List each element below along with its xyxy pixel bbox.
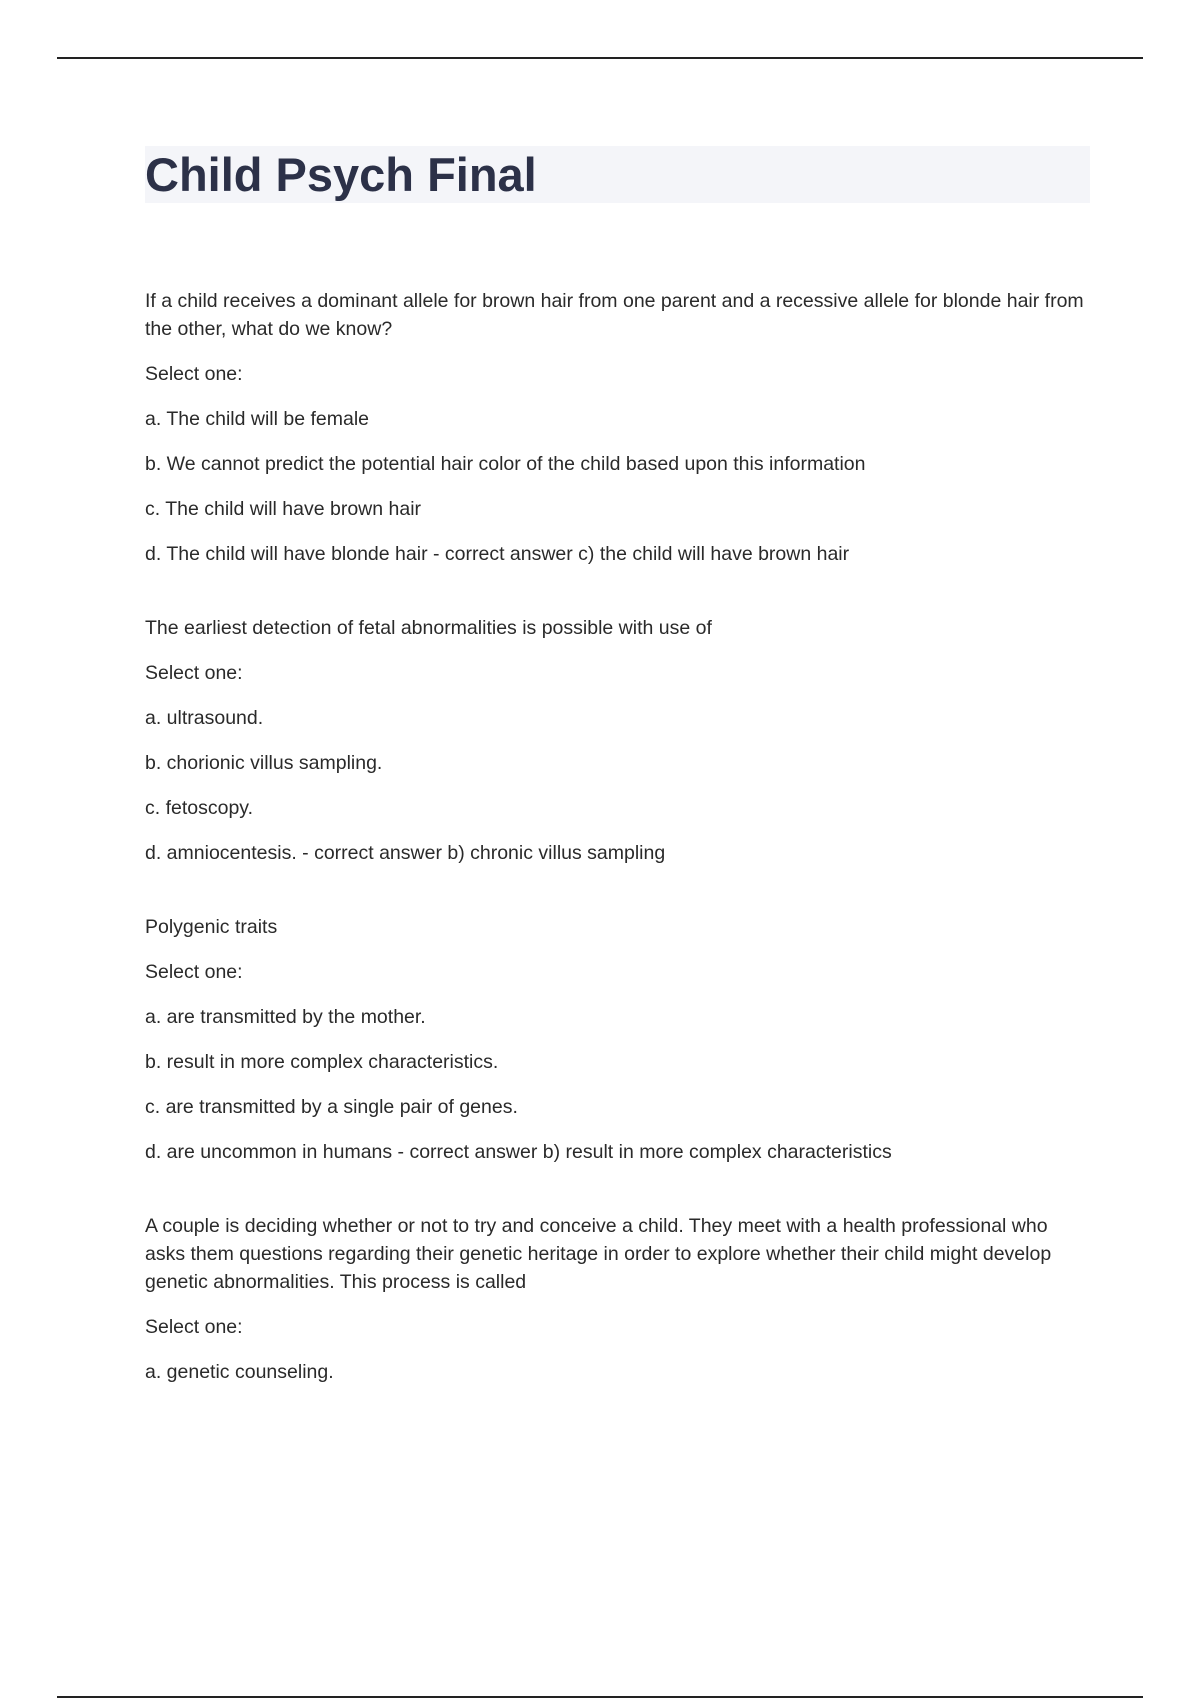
answer-option: b. We cannot predict the potential hair color of the child based upon this information [145, 453, 866, 475]
question-4 [145, 1212, 1090, 1386]
answer-option: a. are transmitted by the mother. [145, 1006, 426, 1028]
question-stem: The earliest detection of fetal abnormalities is possible with use of [145, 617, 712, 639]
answer-option: a. The child will be female [145, 408, 370, 430]
top-rule [57, 57, 1143, 59]
answer-option: a. ultrasound. [145, 707, 264, 729]
question-stem: If a child receives a dominant allele for brown hair from one parent and a recessive allele for blonde hair from the other, what do we know? [145, 290, 1084, 340]
question-2 [145, 614, 1090, 867]
answer-option: c. are transmitted by a single pair of genes. [145, 1096, 518, 1118]
answer-option: b. result in more complex characteristics. [145, 1051, 499, 1073]
select-one-label: Select one: [145, 961, 243, 983]
answer-option: d. are uncommon in humans - correct answer b) result in more complex characteristics [145, 1141, 892, 1163]
answer-option: d. The child will have blonde hair - correct answer c) the child will have brown hair [145, 543, 850, 565]
answer-option: c. The child will have brown hair [145, 498, 422, 520]
question-3 [145, 913, 1090, 1166]
question-stem: A couple is deciding whether or not to try and conceive a child. They meet with a health professional who asks them questions regarding their genetic heritage in order to explore whether their child might develop genetic abnormalities. This process is called [145, 1215, 1052, 1293]
select-one-label: Select one: [145, 363, 243, 385]
answer-option: a. genetic counseling. [145, 1361, 334, 1383]
question-1 [145, 287, 1090, 568]
document-body [145, 146, 1090, 1432]
answer-option: b. chorionic villus sampling. [145, 752, 383, 774]
question-stem: Polygenic traits [145, 916, 278, 938]
page-title: Child Psych Final [145, 148, 537, 201]
bottom-rule [57, 1696, 1143, 1698]
answer-option: d. amniocentesis. - correct answer b) chronic villus sampling [145, 842, 666, 864]
title-band [145, 146, 1090, 203]
answer-option: c. fetoscopy. [145, 797, 254, 819]
select-one-label: Select one: [145, 1316, 243, 1338]
select-one-label: Select one: [145, 662, 243, 684]
